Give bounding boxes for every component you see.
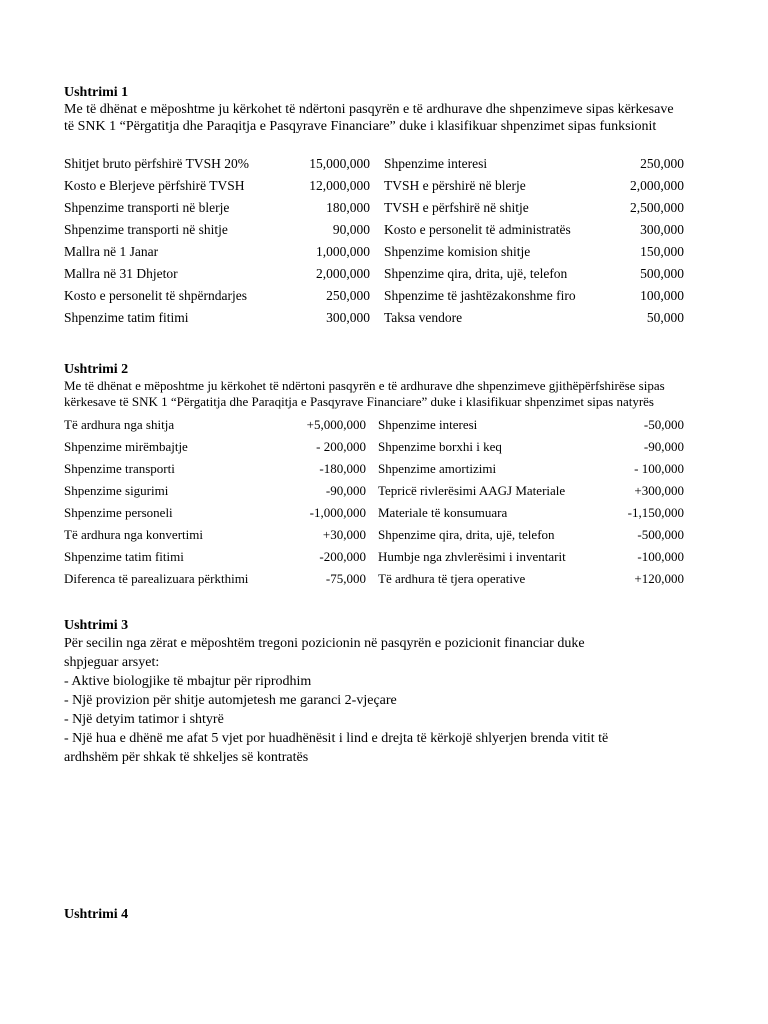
exercise-3-title: Ushtrimi 3 [64,618,129,633]
row-right-label: Shpenzime të jashtëzakonshme firo [384,288,576,303]
row-gap [370,153,384,175]
row-right-value: -500,000 [637,527,684,542]
row-right-value: 2,000,000 [630,178,684,193]
row-right-value: 500,000 [640,266,684,281]
exercise-2-text: Me të dhënat e mëposhtme ju kërkohet të ndërtoni pasqyrën e të ardhurave dhe shpenzimeve gjithëpërfshirëse sipas kërkesave të SNK 1 “Përgatitja dhe Paraqitja e Pasqyrave Financiare” duke i klasifikuar shpenzimet sipas natyrës [64,378,665,409]
row-gap [370,241,384,263]
exercise-3-item: - Një provizion për shitje automjetesh me garanci 2-vjeçare [64,693,397,708]
row-left-value: -75,000 [325,571,366,586]
row-left-label: Shitjet bruto përfshirë TVSH 20% [64,156,249,171]
exercise-3 [64,617,684,767]
exercise-3-intro-line-1: Për secilin nga zërat e mëposhtëm tregoni pozicionin në pasqyrën e pozicionit financiar duke [64,636,585,651]
row-gap [370,285,384,307]
row-right-value: 50,000 [646,310,684,325]
row-left-value: -180,000 [319,461,366,476]
row-gap [370,263,384,285]
row-left-label: Shpenzime mirëmbajtje [64,439,188,454]
row-left-value: 90,000 [332,222,370,237]
table-row [64,241,684,263]
row-left-value: 250,000 [326,288,370,303]
table-row [64,458,684,480]
exercise-1-table [64,153,684,329]
row-left-label: Kosto e Blerjeve përfshirë TVSH [64,178,245,193]
exercise-3-item: - Një detyim tatimor i shtyrë [64,712,224,727]
row-gap [366,546,378,568]
row-gap [370,219,384,241]
table-row [64,502,684,524]
row-left-label: Shpenzime transporti në blerje [64,200,230,215]
exercise-3-intro-line-2: shpjeguar arsyet: [64,655,160,670]
row-left-value: 15,000,000 [309,156,370,171]
exercise-3-item: - Aktive biologjike të mbajtur për riprodhim [64,674,312,689]
row-right-value: +300,000 [634,483,684,498]
row-left-label: Mallra në 31 Dhjetor [64,266,178,281]
row-left-label: Shpenzime sigurimi [64,483,169,498]
exercise-4-title: Ushtrimi 4 [64,907,129,922]
row-right-label: Shpenzime interesi [378,417,478,432]
row-right-value: 150,000 [640,244,684,259]
row-right-label: Shpenzime borxhi i keq [378,439,502,454]
row-left-value: -1,000,000 [309,505,366,520]
row-right-value: 300,000 [640,222,684,237]
table-row [64,436,684,458]
exercise-2-title: Ushtrimi 2 [64,362,129,377]
row-left-value: +30,000 [322,527,366,542]
row-left-value: -200,000 [319,549,366,564]
row-left-label: Shpenzime transporti në shitje [64,222,228,237]
table-row [64,568,684,590]
exercise-3-item: - Një hua e dhënë me afat 5 vjet por huadhënësit i lind e drejta të kërkojë shlyerjen brenda vitit të [64,731,609,746]
row-left-label: Shpenzime tatim fitimi [64,310,189,325]
row-right-label: Materiale të konsumuara [378,505,508,520]
exercise-3-item: ardhshëm për shkak të shkeljes së kontratës [64,750,309,765]
row-gap [366,524,378,546]
row-right-label: Shpenzime qira, drita, ujë, telefon [384,266,568,281]
table-row [64,197,684,219]
row-left-label: Diferenca të parealizuara përkthimi [64,571,249,586]
row-right-label: Shpenzime interesi [384,156,488,171]
row-left-value: 1,000,000 [316,244,370,259]
row-left-label: Shpenzime personeli [64,505,173,520]
row-left-value: 300,000 [326,310,370,325]
row-left-label: Kosto e personelit të shpërndarjes [64,288,247,303]
row-left-label: Shpenzime transporti [64,461,175,476]
table-row [64,524,684,546]
table-row [64,219,684,241]
exercise-1 [64,84,684,329]
table-row [64,153,684,175]
row-right-value: -1,150,000 [627,505,684,520]
table-row [64,175,684,197]
row-right-value: 100,000 [640,288,684,303]
row-right-label: Shpenzime komision shitje [384,244,531,259]
table-row [64,546,684,568]
exercise-1-title: Ushtrimi 1 [64,85,129,100]
row-gap [366,436,378,458]
row-gap [370,307,384,329]
table-row [64,307,684,329]
row-left-value: -90,000 [325,483,366,498]
row-left-label: Shpenzime tatim fitimi [64,549,184,564]
row-right-value: - 100,000 [634,461,684,476]
row-gap [366,568,378,590]
exercise-1-text: Me të dhënat e mëposhtme ju kërkohet të ndërtoni pasqyrën e të ardhurave dhe shpenzimeve sipas kërkesave të SNK 1 “Përgatitja dhe Paraqitja e Pasqyrave Financiare” duke i klasifikuar shpenzimet sipas funksionit [64,102,674,134]
row-gap [370,197,384,219]
row-right-value: 2,500,000 [630,200,684,215]
row-right-label: Tepricë rivlerësimi AAGJ Materiale [378,483,566,498]
exercise-4 [64,906,684,923]
row-gap [370,175,384,197]
row-right-value: -100,000 [637,549,684,564]
exercise-2 [64,361,684,590]
row-right-label: Shpenzime amortizimi [378,461,497,476]
row-right-value: -90,000 [643,439,684,454]
row-left-value: 2,000,000 [316,266,370,281]
table-row [64,414,684,436]
row-left-value: +5,000,000 [306,417,366,432]
table-row [64,263,684,285]
row-gap [366,458,378,480]
table-row [64,480,684,502]
row-left-value: - 200,000 [316,439,366,454]
row-left-label: Të ardhura nga shitja [64,417,175,432]
row-right-label: Të ardhura të tjera operative [378,571,526,586]
row-left-label: Të ardhura nga konvertimi [64,527,203,542]
row-right-label: Shpenzime qira, drita, ujë, telefon [378,527,555,542]
row-gap [366,480,378,502]
row-left-value: 12,000,000 [309,178,370,193]
row-left-label: Mallra në 1 Janar [64,244,159,259]
row-right-value: +120,000 [634,571,684,586]
row-right-label: Taksa vendore [384,310,463,325]
row-right-label: Kosto e personelit të administratës [384,222,571,237]
table-row [64,285,684,307]
row-right-value: -50,000 [643,417,684,432]
row-gap [366,414,378,436]
row-right-label: TVSH e përfshirë në shitje [384,200,529,215]
row-left-value: 180,000 [326,200,370,215]
row-right-label: TVSH e përshirë në blerje [384,178,526,193]
row-right-value: 250,000 [640,156,684,171]
row-right-label: Humbje nga zhvlerësimi i inventarit [378,549,566,564]
row-gap [366,502,378,524]
exercise-2-table [64,414,684,590]
